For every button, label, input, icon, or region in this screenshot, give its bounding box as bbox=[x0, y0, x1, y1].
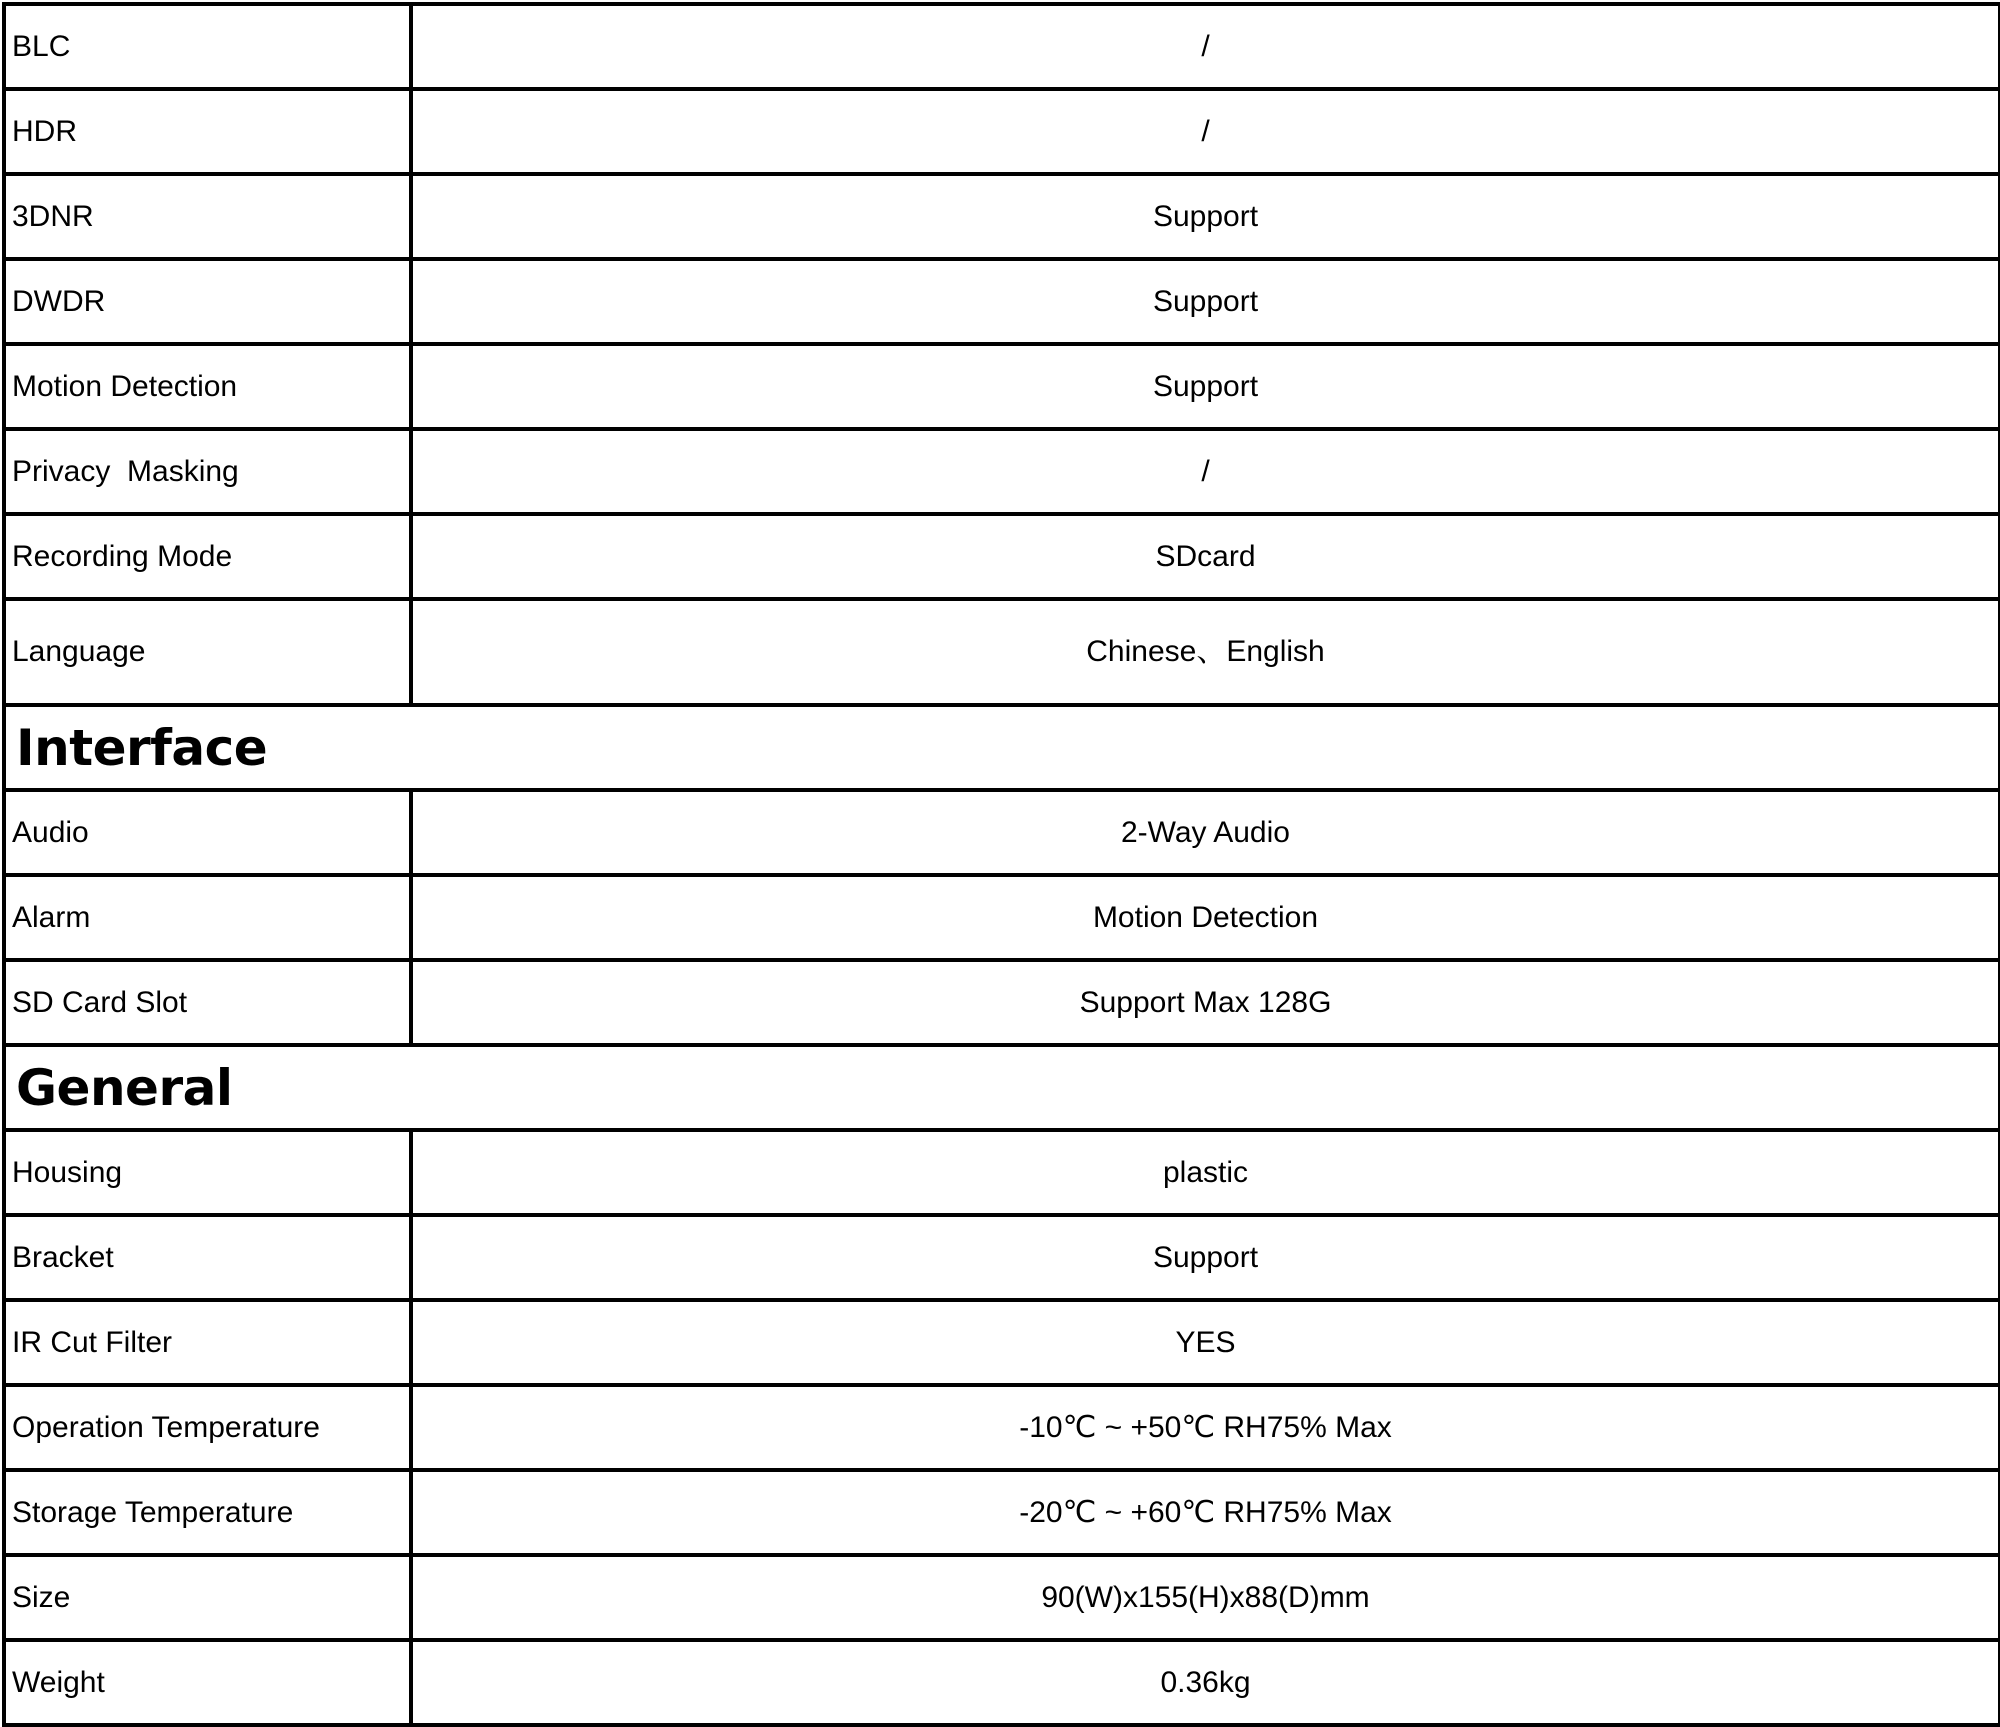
table-row-operation-temperature bbox=[4, 1385, 2000, 1470]
section-row-interface bbox=[4, 705, 2000, 790]
table-row-audio bbox=[4, 790, 2000, 875]
spec-label-hdr: HDR bbox=[4, 89, 411, 174]
spec-label-alarm: Alarm bbox=[4, 875, 411, 960]
spec-value-hdr: / bbox=[411, 89, 2000, 174]
spec-label-sd-card-slot: SD Card Slot bbox=[4, 960, 411, 1045]
spec-label-dwdr: DWDR bbox=[4, 259, 411, 344]
table-row-size bbox=[4, 1555, 2000, 1640]
section-heading-general: General bbox=[4, 1045, 2000, 1130]
spec-label-housing: Housing bbox=[4, 1130, 411, 1215]
spec-value-size: 90(W)x155(H)x88(D)mm bbox=[411, 1555, 2000, 1640]
spec-value-privacy-masking: / bbox=[411, 429, 2000, 514]
spec-label-weight: Weight bbox=[4, 1640, 411, 1725]
table-row-storage-temperature bbox=[4, 1470, 2000, 1555]
spec-value-blc: / bbox=[411, 4, 2000, 89]
table-row-motion-detection bbox=[4, 344, 2000, 429]
table-row-3dnr bbox=[4, 174, 2000, 259]
table-row-alarm bbox=[4, 875, 2000, 960]
spec-table bbox=[2, 2, 2000, 1727]
spec-value-housing: plastic bbox=[411, 1130, 2000, 1215]
spec-value-weight: 0.36kg bbox=[411, 1640, 2000, 1725]
spec-value-alarm: Motion Detection bbox=[411, 875, 2000, 960]
table-row-privacy-masking bbox=[4, 429, 2000, 514]
table-row-weight bbox=[4, 1640, 2000, 1725]
table-row-language bbox=[4, 599, 2000, 705]
spec-label-motion-detection: Motion Detection bbox=[4, 344, 411, 429]
spec-value-operation-temperature: -10℃ ~ +50℃ RH75% Max bbox=[411, 1385, 2000, 1470]
spec-label-recording-mode: Recording Mode bbox=[4, 514, 411, 599]
section-heading-interface: Interface bbox=[4, 705, 2000, 790]
table-row-blc bbox=[4, 4, 2000, 89]
table-row-recording-mode bbox=[4, 514, 2000, 599]
spec-value-ir-cut-filter: YES bbox=[411, 1300, 2000, 1385]
spec-label-3dnr: 3DNR bbox=[4, 174, 411, 259]
spec-value-storage-temperature: -20℃ ~ +60℃ RH75% Max bbox=[411, 1470, 2000, 1555]
spec-label-privacy-masking: Privacy Masking bbox=[4, 429, 411, 514]
spec-value-audio: 2-Way Audio bbox=[411, 790, 2000, 875]
spec-label-ir-cut-filter: IR Cut Filter bbox=[4, 1300, 411, 1385]
spec-value-language: Chinese、English bbox=[411, 599, 2000, 705]
spec-label-storage-temperature: Storage Temperature bbox=[4, 1470, 411, 1555]
spec-label-language: Language bbox=[4, 599, 411, 705]
table-row-dwdr bbox=[4, 259, 2000, 344]
spec-label-audio: Audio bbox=[4, 790, 411, 875]
table-row-ir-cut-filter bbox=[4, 1300, 2000, 1385]
spec-label-size: Size bbox=[4, 1555, 411, 1640]
spec-label-blc: BLC bbox=[4, 4, 411, 89]
table-row-housing bbox=[4, 1130, 2000, 1215]
spec-label-operation-temperature: Operation Temperature bbox=[4, 1385, 411, 1470]
spec-value-dwdr: Support bbox=[411, 259, 2000, 344]
spec-value-motion-detection: Support bbox=[411, 344, 2000, 429]
table-row-bracket bbox=[4, 1215, 2000, 1300]
spec-value-sd-card-slot: Support Max 128G bbox=[411, 960, 2000, 1045]
spec-value-bracket: Support bbox=[411, 1215, 2000, 1300]
spec-label-bracket: Bracket bbox=[4, 1215, 411, 1300]
section-row-general bbox=[4, 1045, 2000, 1130]
spec-value-recording-mode: SDcard bbox=[411, 514, 2000, 599]
table-row-hdr bbox=[4, 89, 2000, 174]
table-row-sd-card-slot bbox=[4, 960, 2000, 1045]
spec-value-3dnr: Support bbox=[411, 174, 2000, 259]
